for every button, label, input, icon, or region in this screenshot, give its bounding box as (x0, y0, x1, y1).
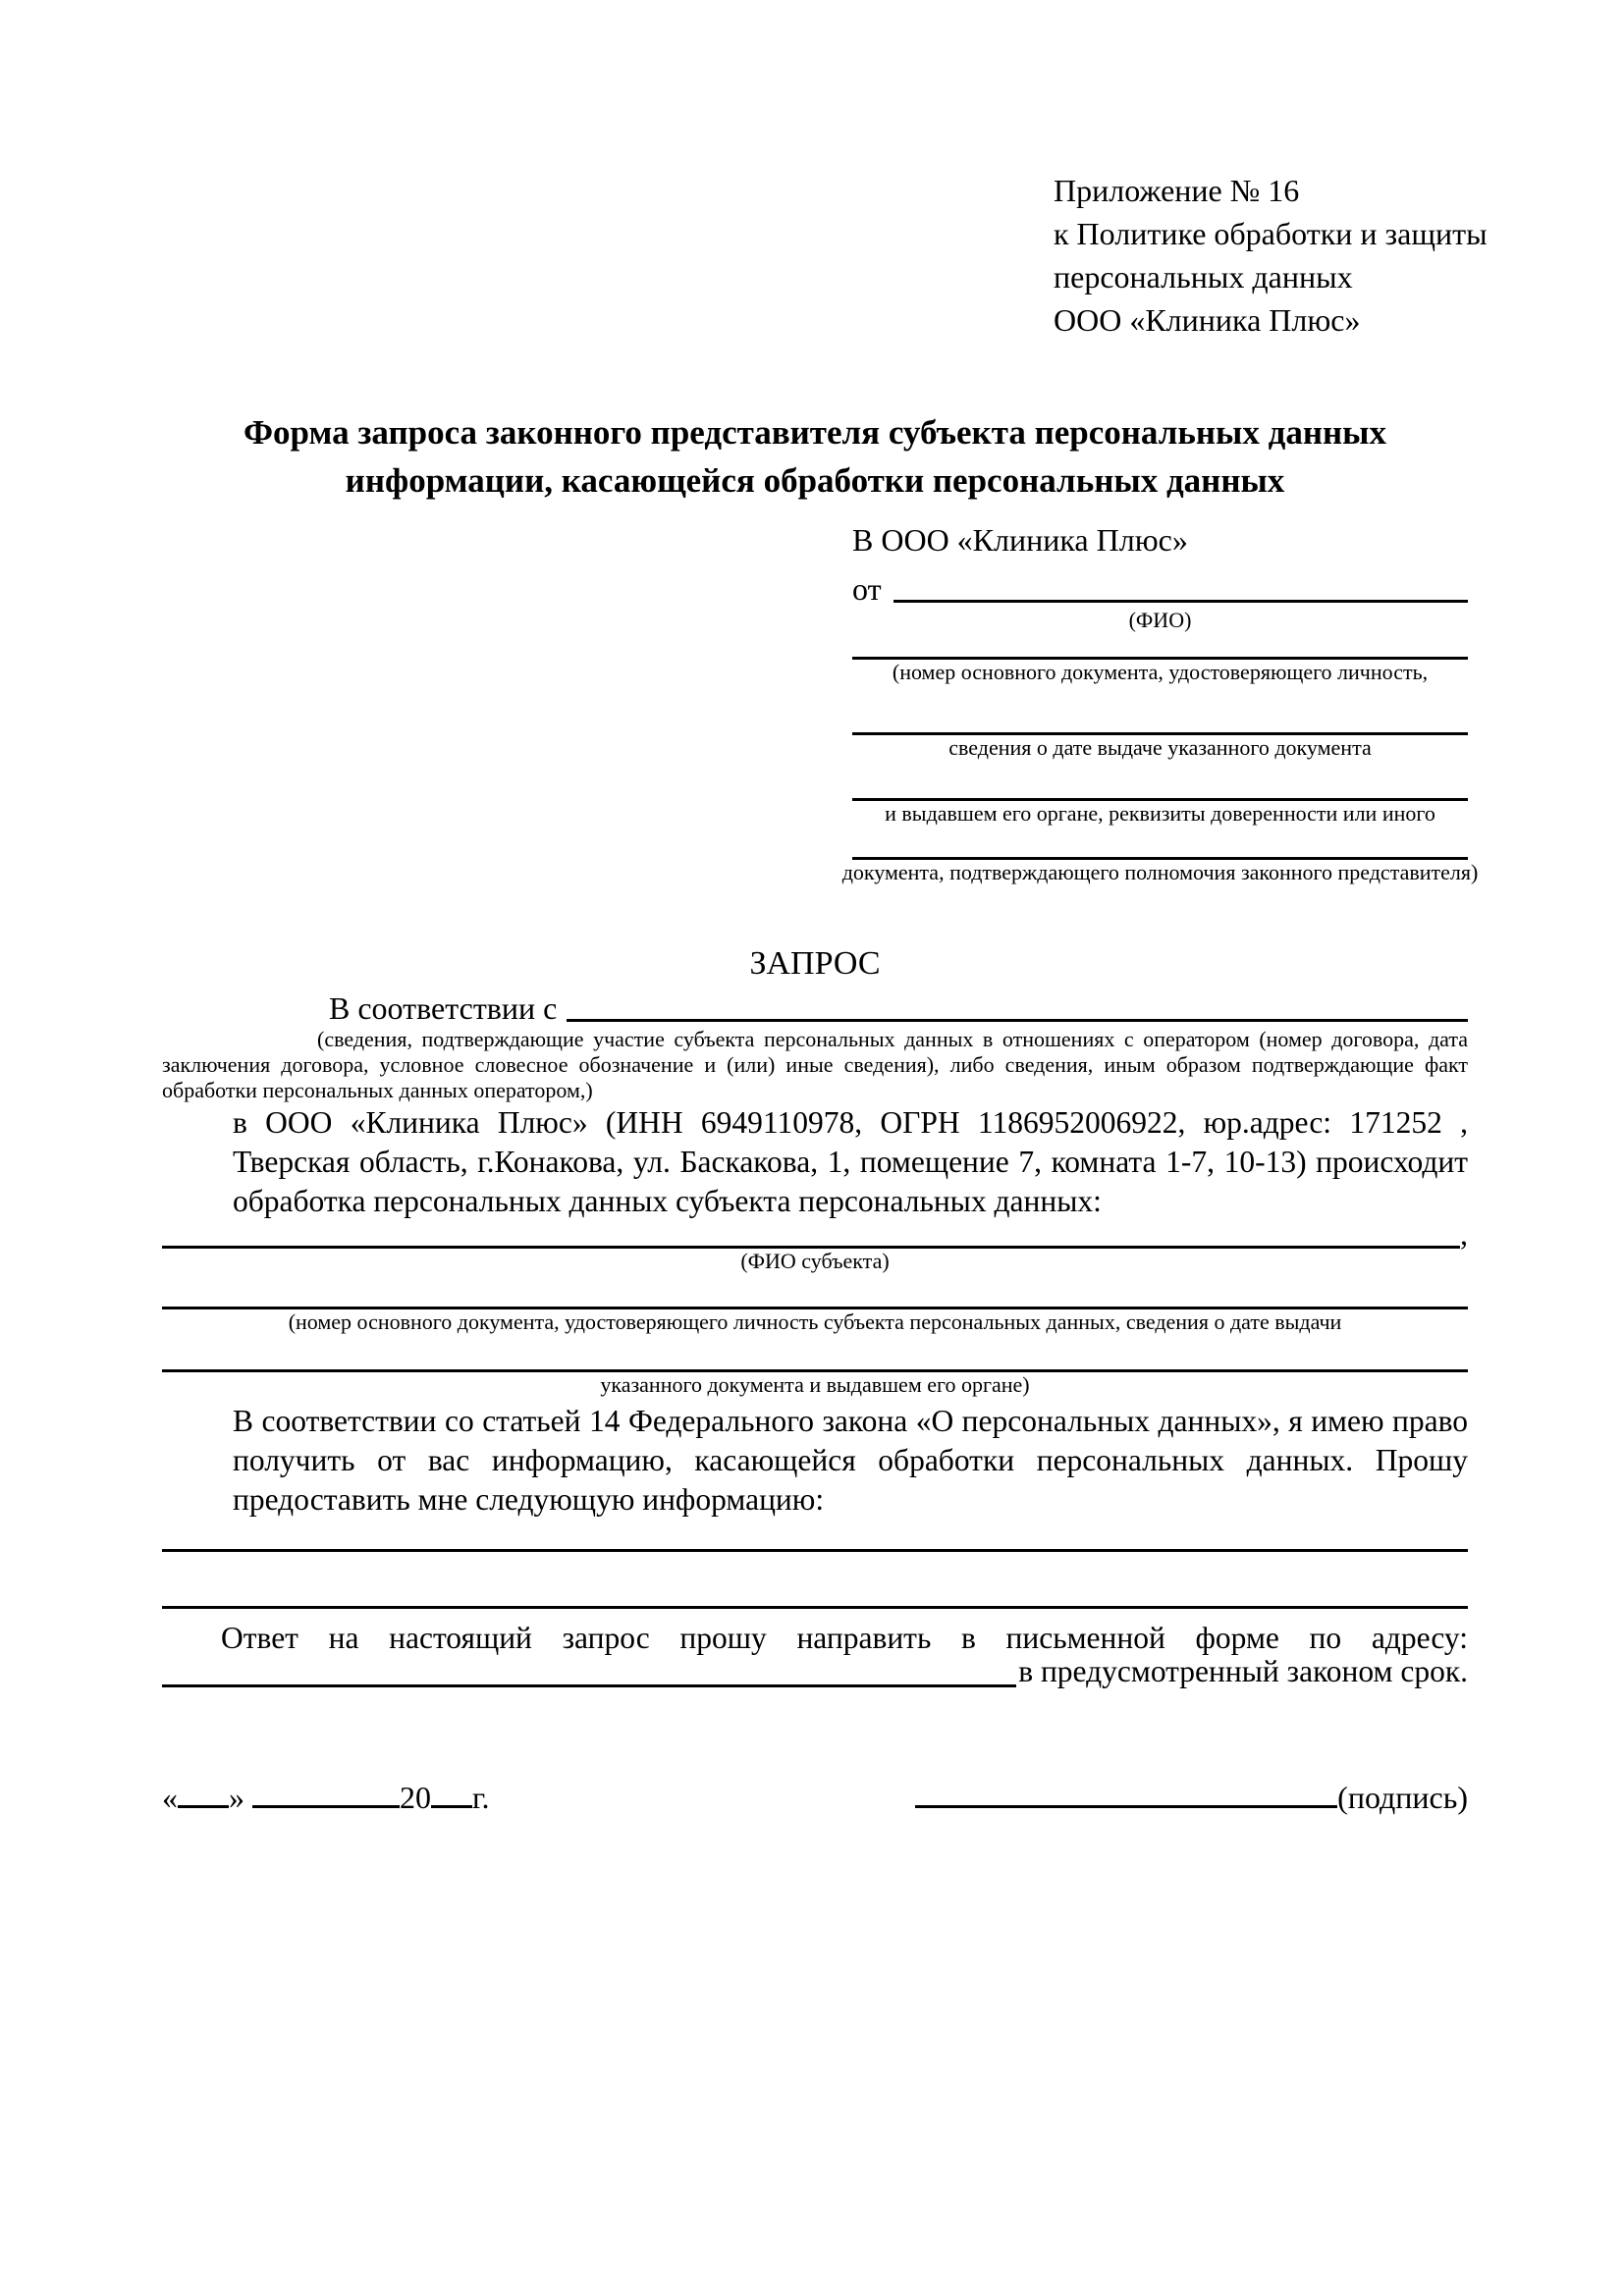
signature-blank[interactable] (915, 1779, 1337, 1808)
document-title (162, 408, 1468, 505)
subject-fio-caption: (ФИО субъекта) (740, 1249, 890, 1273)
subject-doc-caption-2: указанного документа и выдавшем его органе) (600, 1372, 1030, 1397)
issue-date-caption: сведения о дате выдаче указанного документа (948, 735, 1372, 760)
signature-group (915, 1778, 1468, 1817)
year-blank[interactable] (431, 1779, 472, 1808)
law-paragraph: В соответствии со статьей 14 Федерального закона «О персональных данных», я имею право получить от вас информацию, касающейся обработки персональных данных. Прошу предоставить мне следующую информацию: (233, 1404, 1468, 1517)
answer-paragraph: Ответ на настоящий запрос прошу направить в письменной форме по адресу: (221, 1621, 1468, 1655)
subject-doc-caption-1: (номер основного документа, удостоверяющего личность субъекта персональных данных, сведения о дате выдачи (288, 1309, 1342, 1334)
addressee-block (841, 522, 1479, 885)
footer-row (162, 1778, 1468, 1817)
operator-paragraph: в ООО «Клиника Плюс» (ИНН 6949110978, ОГРН 1186952006922, юр.адрес: 171252 , Тверская область, г.Конакова, ул. Баскакова, 1, помещение 7, комната 1-7, 10-13) происходит обработка персональных данных субъекта персональных данных: (233, 1105, 1468, 1218)
appendix-note-line: к Политике обработки и защиты (1054, 216, 1488, 251)
issuing-authority-caption: и выдавшем его органе, реквизиты доверенности или иного (885, 801, 1435, 826)
attorney-doc-caption: документа, подтверждающего полномочия законного представителя) (841, 860, 1479, 884)
day-blank[interactable] (178, 1779, 229, 1808)
issuing-authority-blank[interactable] (852, 761, 1468, 801)
appendix-note-line: персональных данных (1054, 259, 1353, 294)
from-row (852, 568, 1468, 608)
fio-blank[interactable] (893, 600, 1468, 603)
accordance-blank[interactable] (567, 1019, 1468, 1022)
year-prefix: 20 (400, 1780, 431, 1815)
issue-date-blank[interactable] (852, 685, 1468, 735)
doc-number-blank[interactable] (852, 633, 1468, 660)
subject-fio-comma: , (1460, 1216, 1468, 1252)
accordance-label: В соответствии с (329, 990, 558, 1026)
document-title-line1: Форма запроса законного представителя субъекта персональных данных (244, 413, 1386, 452)
quote-close: » (229, 1780, 244, 1815)
quote-open: « (162, 1780, 178, 1815)
from-label: от (852, 571, 882, 607)
accordance-row (162, 988, 1468, 1027)
attorney-doc-blank[interactable] (852, 827, 1468, 860)
info-blank-1[interactable] (162, 1520, 1468, 1552)
doc-number-caption: (номер основного документа, удостоверяющего личность, (892, 660, 1429, 684)
year-suffix: г. (472, 1780, 490, 1815)
subject-doc-blank-2[interactable] (162, 1335, 1468, 1372)
info-blank-2[interactable] (162, 1552, 1468, 1609)
subject-doc-blank-1[interactable] (162, 1274, 1468, 1309)
answer-suffix: в предусмотренный законом срок. (1018, 1654, 1468, 1688)
signature-caption: (подпись) (1337, 1780, 1468, 1815)
accordance-caption: (сведения, подтверждающие участие субъекта персональных данных в отношениях с оператором (номер договора, дата заключения договора, условное словесное обозначение и (или) иные сведения), либо сведения, иным образом подтверждающие факт обработки персональных данных оператором,) (162, 1027, 1468, 1102)
appendix-note (1054, 169, 1488, 342)
fio-caption: (ФИО) (1128, 608, 1192, 632)
document-title-line2: информации, касающейся обработки персональных данных (345, 461, 1285, 500)
appendix-note-line: ООО «Клиника Плюс» (1054, 302, 1361, 338)
month-blank[interactable] (252, 1779, 400, 1808)
address-blank[interactable] (162, 1684, 1016, 1687)
subject-fio-row (162, 1216, 1468, 1252)
answer-address-row (162, 1654, 1468, 1688)
date-group (162, 1778, 490, 1817)
request-heading: ЗАПРОС (749, 945, 881, 982)
addressee-org: В ООО «Клиника Плюс» (852, 522, 1188, 558)
appendix-note-line: Приложение № 16 (1054, 173, 1300, 208)
